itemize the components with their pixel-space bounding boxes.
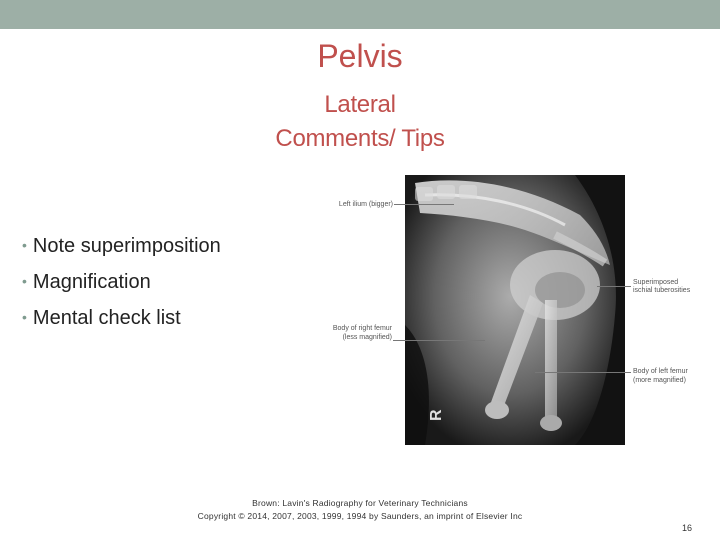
top-band bbox=[0, 0, 720, 29]
label-right-femur-1: Body of right femur bbox=[332, 325, 392, 332]
label-right-femur-2: (less magnified) bbox=[342, 334, 392, 341]
subtitle-line-2: Comments/ Tips bbox=[275, 125, 445, 152]
label-superimposed-1: Superimposed bbox=[633, 279, 679, 286]
label-left-ilium: Left ilium (bigger) bbox=[338, 201, 393, 208]
bullet-text: Note superimposition bbox=[32, 235, 221, 257]
side-marker: R bbox=[428, 409, 445, 421]
bullet-list bbox=[22, 229, 221, 337]
bullet-marker-icon: • bbox=[22, 237, 27, 253]
leader-superimposed bbox=[597, 286, 631, 287]
citation-line-1: Brown: Lavin's Radiography for Veterinary Technicians bbox=[252, 498, 468, 508]
label-left-femur-1: Body of left femur bbox=[633, 368, 688, 375]
figure-citation bbox=[0, 497, 720, 523]
bullet-marker-icon: • bbox=[22, 309, 27, 325]
radiograph-image bbox=[405, 175, 625, 445]
label-left-femur-2: (more magnified) bbox=[633, 377, 686, 384]
slide-title: Pelvis bbox=[317, 38, 403, 74]
bullet-text: Mental check list bbox=[32, 307, 181, 329]
page-number: 16 bbox=[681, 523, 692, 533]
slide-subtitle bbox=[0, 88, 720, 156]
bullet-text: Magnification bbox=[32, 271, 151, 293]
pelvis-radiograph bbox=[405, 175, 625, 445]
label-superimposed-2: ischial tuberosities bbox=[633, 287, 691, 294]
citation-line-2: Copyright © 2014, 2007, 2003, 1999, 1994 by Saunders, an imprint of Elsevier Inc bbox=[197, 511, 523, 521]
bullet-item bbox=[22, 265, 221, 301]
leader-left-ilium bbox=[394, 204, 454, 205]
subtitle-line-1: Lateral bbox=[324, 91, 396, 118]
bullet-marker-icon: • bbox=[22, 273, 27, 289]
bullet-item bbox=[22, 229, 221, 265]
leader-left-femur bbox=[535, 372, 631, 373]
leader-right-femur bbox=[393, 340, 485, 341]
bullet-item bbox=[22, 301, 221, 337]
